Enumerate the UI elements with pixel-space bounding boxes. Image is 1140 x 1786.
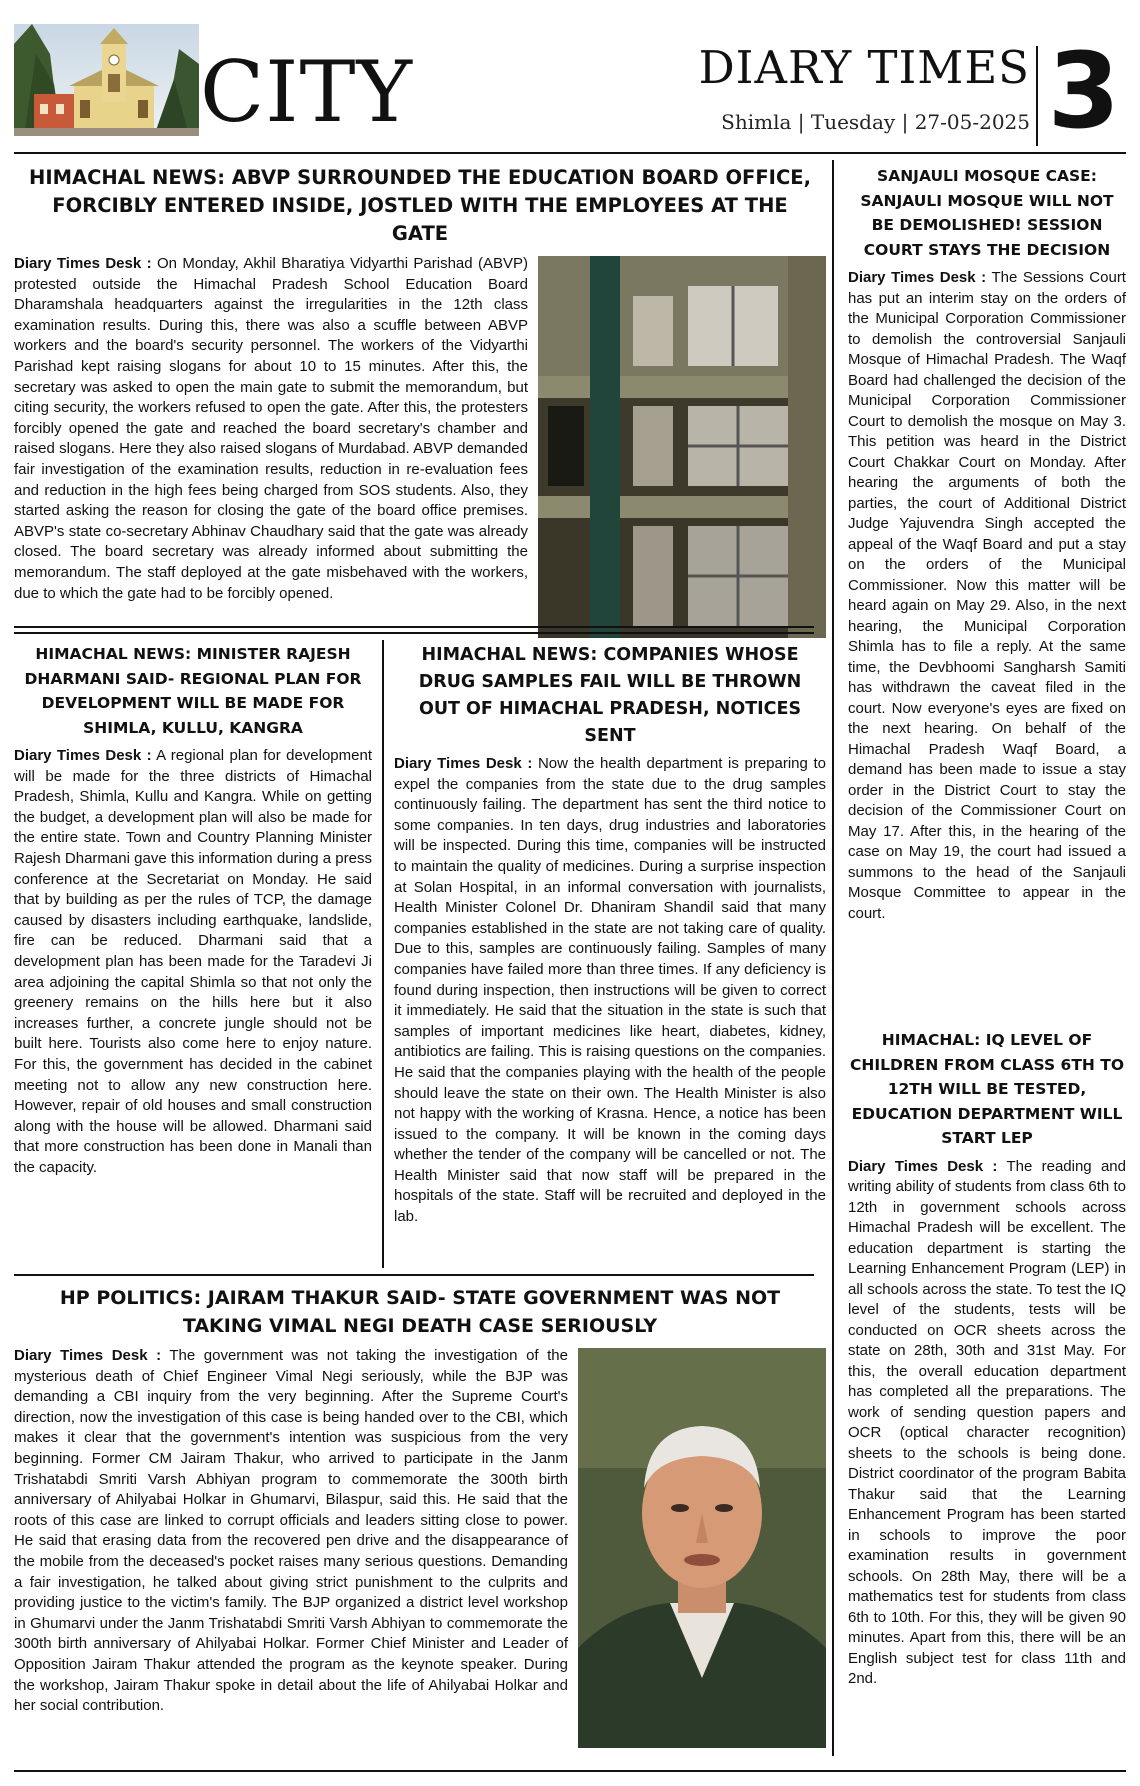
article-body (848, 268, 1126, 924)
page-number: 3 (1047, 30, 1120, 152)
masthead-rule (14, 152, 1126, 154)
desk-label: Diary Times Desk : (14, 1347, 162, 1364)
article-text: Now the health department is preparing to expel the companies from the state due to the drug samples continuously failing. The department has sent the third notice to some companies. In ten days, drug industries and laboratories will be inspected. During this time, companies will be instructed to maintain the quality of medicines. During a surprise inspection at Solan Hospital, in an informal conversation with journalists, Health Minister Colonel Dr. Dhaniram Shandil said that many companies established in the state are not taking care of quality. Due to this, samples are continuously failing. Samples of many companies have failed more than three times. If any deficiency is found during inspection, then instructions will be given to correct it immediately. He said that the situation in the state is such that samples of important medicines like heart, diabetes, kidney, antibiotics are failing. This is raising questions on the companies. He said that the companies playing with the health of the people should leave the state on their own. The Health Minister is also not happy with the working of Krasna. Hence, a notice has been issued to the company. It will be known in the coming days whether the tender of the company will be cancelled or not. The Health Minister said that now staff will be prepared in the hospitals of the state. Staff will be recruited and deployed in the lab. (394, 755, 826, 1226)
section-rule (14, 626, 814, 628)
article-body (14, 746, 372, 1178)
article-body (14, 1346, 826, 1717)
article-headline: HP POLITICS: JAIRAM THAKUR SAID- STATE GOVERNMENT WAS NOT TAKING VIMAL NEGI DEATH CASE SERIOUSLY (59, 1287, 781, 1337)
article-headline: HIMACHAL NEWS: COMPANIES WHOSE DRUG SAMPLES FAIL WILL BE THROWN OUT OF HIMACHAL PRADESH, NOTICES SENT (418, 645, 802, 746)
article-headline: HIMACHAL: IQ LEVEL OF CHILDREN FROM CLASS 6TH TO 12TH WILL BE TESTED, EDUCATION DEPARTMENT WILL START LEP (849, 1031, 1125, 1147)
dateline-date: 27-05-2025 (914, 110, 1030, 134)
desk-label: Diary Times Desk : (14, 747, 152, 764)
jairam-thakur-photo (578, 1348, 826, 1748)
article-body (394, 754, 826, 1228)
bottom-rule (14, 1770, 1126, 1772)
section-rule (14, 1274, 814, 1276)
section-title: CITY (200, 43, 413, 141)
article-text: The reading and writing ability of students from class 6th to 12th in government schools across Himachal Pradesh will be excellent. The education department is starting the Learning Enhancement Program (LEP) in all schools across the state. To test the IQ level of the students, tests will be conducted on OCR sheets across the state on 28th, 30th and 31st May. For this, the overall education department has completed all the preparations. The work of sending question papers and OCR (optical character recognition) sheets to the schools is being done. District coordinator of the program Babita Thakur said that the Learning Enhancement Program has been started in schools to improve the poor examination results in government schools. On 28th May, there will be a mathematics test for students from class 6th to 10th. For this, they will be given 90 minutes. Apart from this, there will be an English subject test for class 11th and 2nd. (848, 1157, 1126, 1687)
article-text: On Monday, Akhil Bharatiya Vidyarthi Parishad (ABVP) protested outside the Himachal Pradesh School Education Board Dharamshala headquarters against the irregularities in the 12th class examination results. During this, there was also a scuffle between ABVP workers and the board's security personnel. The workers of the Vidyarthi Parishad kept raising slogans for about 10 to 15 minutes. After this, the secretary was asked to open the main gate to submit the memorandum, but citing security, the workers refused to open the gate. After this, the protesters forcibly opened the gate and reached the board secretary's chamber and raised slogans. Here they also raised slogans of Murdabad. ABVP demanded fair investigation of the examination results, reduction in re-evaluation fees and reduction in the high fees being charged from SOS students. Also, they started asking the reason for closing the gate of the board office premises. ABVP's state co-secretary Abhinav Chaudhary said that the gate was already closed. The board secretary was already informed about submitting the memorandum. The staff deployed at the gate misbehaved with the workers, due to which the gate had to be forcibly opened. (14, 255, 528, 602)
desk-label: Diary Times Desk : (14, 255, 152, 272)
dateline-day: Tuesday (810, 110, 896, 134)
masthead-divider (1036, 46, 1038, 146)
column-divider (832, 160, 834, 1756)
shimla-church-photo (14, 24, 199, 136)
masthead (14, 14, 1126, 152)
column-divider (382, 640, 384, 1268)
article-drugs (394, 642, 826, 1228)
article-dharmani (14, 642, 372, 1178)
article-headline: HIMACHAL NEWS: ABVP SURROUNDED THE EDUCATION BOARD OFFICE, FORCIBLY ENTERED INSIDE, JOSTLED WITH THE EMPLOYEES AT THE GATE (29, 166, 811, 245)
article-text: A regional plan for development will be made for the three districts of Himachal Pradesh, Shimla, Kullu and Kangra. While on getting the budget, a development plan will also be made for the entire state. Town and Country Planning Minister Rajesh Dharmani gave this information during a press conference at the Secretariat on Monday. He said that by building as per the rules of TCP, the damage caused by disasters including earthquake, landslide, fire can be reduced. Dharmani said that a development plan has been made for the Taradevi Ji area adjoining the capital Shimla so that not only the greenery remains on the hills here but it also increases further, a concrete jungle should not be built here. Tourists also come here to enjoy nature. For this, the government has decided in the cabinet meeting not to allow any new construction here. However, repair of old houses and small construction along with the house will be allowed. Dharmani said that more construction has been done in Manali than the capacity. (14, 747, 372, 1176)
dateline-separator: | (797, 110, 805, 134)
desk-label: Diary Times Desk : (394, 755, 533, 772)
article-headline: SANJAULI MOSQUE CASE: SANJAULI MOSQUE WILL NOT BE DEMOLISHED! SESSION COURT STAYS THE DECISION (860, 167, 1114, 259)
article-headline: HIMACHAL NEWS: MINISTER RAJESH DHARMANI SAID- REGIONAL PLAN FOR DEVELOPMENT WILL BE MADE FOR SHIMLA, KULLU, KANGRA (24, 645, 362, 737)
dateline-location: Shimla (721, 110, 792, 134)
article-body (14, 254, 826, 604)
article-text: The Sessions Court has put an interim stay on the orders of the Municipal Corporation Commissioner to demolish the controversial Sanjauli Mosque of Himachal Pradesh. The Waqf Board had challenged the decision of the Municipal Corporation Commissioner Court to demolish the mosque on May 3. This petition was heard in the District Court Chakkar Court on Monday. After hearing the arguments of both the parties, the court of Additional District Judge Yajuvendra Singh accepted the appeal of the Waqf Board and put a stay on the orders of the Municipal Commissioner. Now this matter will be heard again on May 29. Also, in the next hearing, the Municipal Corporation Shimla has to file a reply. At the same time, the Devbhoomi Sangharsh Samiti has withdrawn the caveat filed in the court. Now everyone's eyes are fixed on the next hearing. On behalf of the Himachal Pradesh Waqf Board, a demand has been made to issue a stay order in the District Court to stay the decision of the Commissioner Court on May 17. After this, in the hearing of the case on May 19, the court had issued a summons to the head of the Sanjauli Mosque Committee to appear in the court. (848, 269, 1126, 922)
article-abvp (14, 164, 826, 638)
education-board-photo (538, 256, 826, 638)
article-sanjauli (848, 164, 1126, 924)
dateline-separator: | (901, 110, 909, 134)
article-jairam (14, 1284, 826, 1748)
paper-name: DIARY TIMES (698, 41, 1030, 94)
dateline (721, 110, 1030, 134)
article-text: The government was not taking the investigation of the mysterious death of Chief Engineer Vimal Negi seriously, while the BJP was demanding a CBI inquiry from the very beginning. After the Supreme Court's direction, now the investigation of this case is being handed over to the CBI, which makes it clear that the government's intention was suspicious from the very beginning. Former CM Jairam Thakur, who arrived to participate in the Janm Trishatabdi Smriti Varsh Abhiyan program to commemorate the 300th birth anniversary of Ahilyabai Holkar in Ghumarvi, Bilaspur, said this. He said that the roots of this case are linked to corrupt officials and leaders sitting close to power. He said that erasing data from the recovered pen drive and the disappearance of the mobile from the deceased's pocket raises many serious questions. Demanding a fair investigation, he talked about giving strict punishment to the culprits and providing justice to the victim's family. The BJP organized a district level workshop in Ghumarvi under the Janm Trishatabdi Smriti Varsh Abhiyan to commemorate the 300th birth anniversary of Ahilyabai Holkar. Former Chief Minister and Leader of Opposition Jairam Thakur attended the program as the keynote speaker. During the workshop, Jairam Thakur spoke in detail about the life of Ahilyabai Holkar and her social contribution. (14, 1347, 568, 1715)
article-body (848, 1157, 1126, 1690)
section-rule (14, 632, 814, 634)
desk-label: Diary Times Desk : (848, 1157, 998, 1175)
desk-label: Diary Times Desk : (848, 269, 987, 286)
article-iq (848, 1028, 1126, 1690)
